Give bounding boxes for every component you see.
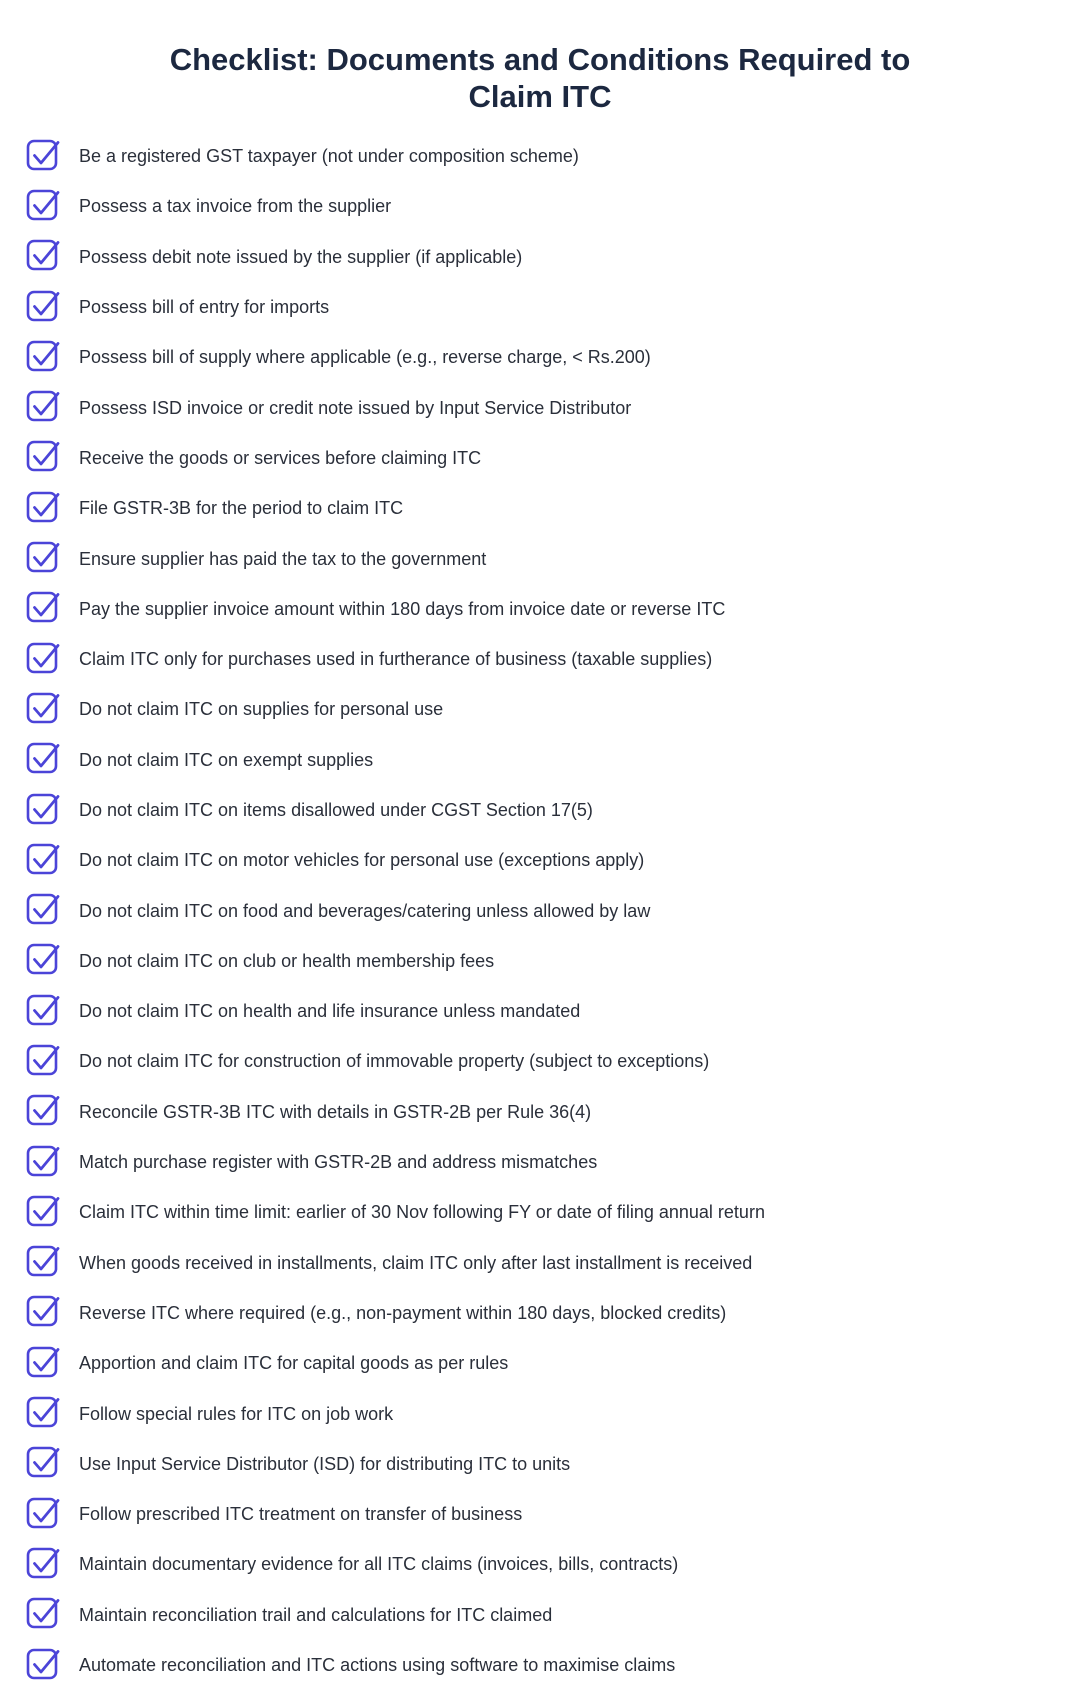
checklist-item <box>25 1338 1065 1388</box>
checklist-item <box>25 936 1065 986</box>
checklist-item <box>25 1238 1065 1288</box>
checklist-item <box>25 533 1065 583</box>
checked-checkbox-icon[interactable] <box>25 540 62 577</box>
checklist-item-label: Ensure supplier has paid the tax to the government <box>79 548 487 569</box>
checked-checkbox-icon[interactable] <box>25 339 62 376</box>
checklist-item-label: Receive the goods or services before claiming ITC <box>79 447 482 468</box>
checklist-item-label: Reconcile GSTR-3B ITC with details in GSTR-2B per Rule 36(4) <box>79 1101 592 1122</box>
checked-checkbox-icon[interactable] <box>25 641 62 678</box>
checked-checkbox-icon[interactable] <box>25 1093 62 1130</box>
checklist-item <box>25 1388 1065 1438</box>
checklist-item <box>25 634 1065 684</box>
checked-checkbox-icon[interactable] <box>25 138 62 175</box>
checklist-item <box>25 382 1065 432</box>
checked-checkbox-icon[interactable] <box>25 1445 62 1482</box>
checked-checkbox-icon[interactable] <box>25 389 62 426</box>
checklist-item <box>25 684 1065 734</box>
checklist-item <box>25 1187 1065 1237</box>
checklist-item-label: Apportion and claim ITC for capital goods as per rules <box>79 1353 509 1374</box>
checked-checkbox-icon[interactable] <box>25 289 62 326</box>
checklist-item-label: Use Input Service Distributor (ISD) for distributing ITC to units <box>79 1453 571 1474</box>
checklist-item-label: Follow prescribed ITC treatment on transfer of business <box>79 1504 523 1525</box>
checklist-item-label: Maintain documentary evidence for all ITC claims (invoices, bills, contracts) <box>79 1554 679 1575</box>
checklist-item <box>25 483 1065 533</box>
checklist-item-label: Do not claim ITC on motor vehicles for personal use (exceptions apply) <box>79 850 645 871</box>
checklist-item-label: Do not claim ITC for construction of immovable property (subject to exceptions) <box>79 1051 710 1072</box>
checklist-item-label: Possess bill of entry for imports <box>79 297 330 318</box>
checked-checkbox-icon[interactable] <box>25 1194 62 1231</box>
page-title-line-2: Claim ITC <box>468 78 612 114</box>
checklist-item-label: Possess a tax invoice from the supplier <box>79 196 392 217</box>
checklist-item <box>25 1036 1065 1086</box>
checklist-item-label: Be a registered GST taxpayer (not under composition scheme) <box>79 146 579 167</box>
checked-checkbox-icon[interactable] <box>25 1345 62 1382</box>
checklist-item <box>25 1439 1065 1489</box>
checked-checkbox-icon[interactable] <box>25 892 62 929</box>
checklist-item-label: Do not claim ITC on items disallowed under CGST Section 17(5) <box>79 800 593 820</box>
checked-checkbox-icon[interactable] <box>25 1496 62 1533</box>
checked-checkbox-icon[interactable] <box>25 1043 62 1080</box>
checklist-item <box>25 1590 1065 1640</box>
checklist-item-label: Do not claim ITC on exempt supplies <box>79 749 374 770</box>
checklist-item-label: Match purchase register with GSTR-2B and address mismatches <box>79 1152 598 1173</box>
checked-checkbox-icon[interactable] <box>25 590 62 627</box>
checked-checkbox-icon[interactable] <box>25 942 62 979</box>
checked-checkbox-icon[interactable] <box>25 1294 62 1331</box>
checked-checkbox-icon[interactable] <box>25 993 62 1030</box>
checklist-item <box>25 433 1065 483</box>
checklist-item <box>25 131 1065 181</box>
checklist-item-label: Do not claim ITC on health and life insurance unless mandated <box>79 1001 581 1022</box>
checklist-item <box>25 785 1065 835</box>
checklist-item-label: Claim ITC only for purchases used in furtherance of business (taxable supplies) <box>79 649 713 670</box>
checklist-item-label: Possess debit note issued by the supplier (if applicable) <box>79 246 523 267</box>
checklist-item <box>25 1137 1065 1187</box>
checklist-item <box>25 332 1065 382</box>
checklist-item <box>25 735 1065 785</box>
checked-checkbox-icon[interactable] <box>25 439 62 476</box>
checklist-item-label: Reverse ITC where required (e.g., non-payment within 180 days, blocked credits) <box>79 1302 727 1323</box>
checked-checkbox-icon[interactable] <box>25 741 62 778</box>
checked-checkbox-icon[interactable] <box>25 1546 62 1583</box>
checklist-item <box>25 232 1065 282</box>
checked-checkbox-icon[interactable] <box>25 1395 62 1432</box>
checklist <box>25 131 1065 1690</box>
checklist-item <box>25 1288 1065 1338</box>
checklist-item-label: Pay the supplier invoice amount within 180 days from invoice date or reverse ITC <box>79 598 726 619</box>
checklist-item <box>25 1489 1065 1539</box>
checklist-item-label: When goods received in installments, claim ITC only after last installment is received <box>79 1252 753 1273</box>
checked-checkbox-icon[interactable] <box>25 238 62 275</box>
checked-checkbox-icon[interactable] <box>25 1647 62 1684</box>
checklist-item <box>25 1539 1065 1589</box>
checked-checkbox-icon[interactable] <box>25 1244 62 1281</box>
checklist-item <box>25 282 1065 332</box>
checklist-item-label: Follow special rules for ITC on job work <box>79 1403 394 1424</box>
checklist-item-label: Possess ISD invoice or credit note issued by Input Service Distributor <box>79 397 632 418</box>
checklist-item <box>25 1640 1065 1690</box>
checked-checkbox-icon[interactable] <box>25 842 62 879</box>
checklist-item-label: Do not claim ITC on food and beverages/catering unless allowed by law <box>79 900 651 921</box>
checked-checkbox-icon[interactable] <box>25 1144 62 1181</box>
checklist-item <box>25 885 1065 935</box>
checklist-item-label: File GSTR-3B for the period to claim ITC <box>79 498 404 519</box>
checklist-item-label: Possess bill of supply where applicable (e.g., reverse charge, < Rs.200) <box>79 347 651 368</box>
checklist-item-label: Automate reconciliation and ITC actions using software to maximise claims <box>79 1655 676 1676</box>
checklist-item-label: Claim ITC within time limit: earlier of 30 Nov following FY or date of filing annual return <box>79 1202 765 1223</box>
checklist-item <box>25 1087 1065 1137</box>
checked-checkbox-icon[interactable] <box>25 1596 62 1633</box>
checklist-item <box>25 181 1065 231</box>
checklist-item-label: Maintain reconciliation trail and calculations for ITC claimed <box>79 1604 553 1625</box>
checked-checkbox-icon[interactable] <box>25 188 62 225</box>
checklist-item <box>25 986 1065 1036</box>
page-title-line-1: Checklist: Documents and Conditions Required to <box>169 41 911 77</box>
checked-checkbox-icon[interactable] <box>25 490 62 527</box>
page-title <box>0 41 1080 115</box>
checklist-item-label: Do not claim ITC on supplies for personal use <box>79 699 444 720</box>
checklist-item <box>25 584 1065 634</box>
checklist-item-label: Do not claim ITC on club or health membership fees <box>79 950 495 971</box>
checked-checkbox-icon[interactable] <box>25 691 62 728</box>
checklist-item <box>25 835 1065 885</box>
checked-checkbox-icon[interactable] <box>25 792 62 829</box>
